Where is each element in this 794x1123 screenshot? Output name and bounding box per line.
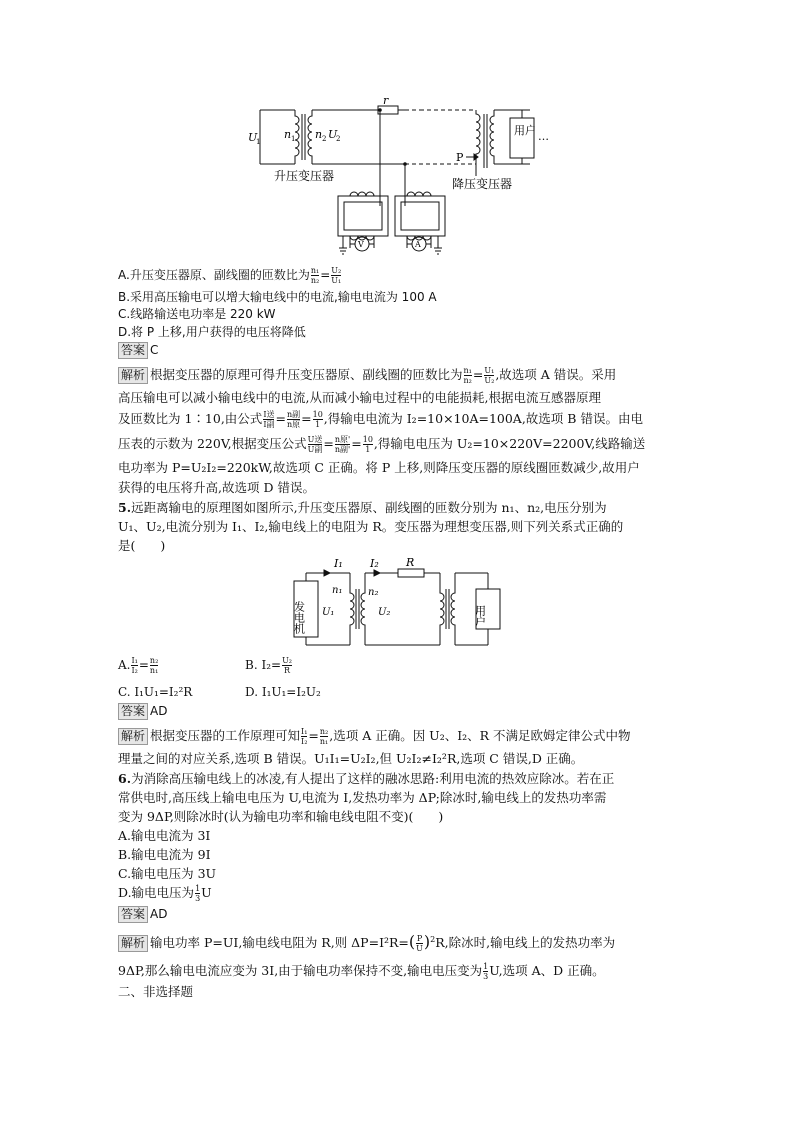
svg-text:I₂: I₂	[370, 557, 379, 570]
svg-text:U: U	[328, 128, 338, 141]
q4-analysis-line6: 获得的电压将升高,故选项 D 错误。	[118, 480, 315, 495]
q5-stem-line1: 5.远距离输电的原理图如图所示,升压变压器原、副线圈的匝数分别为 n₁、n₂,电压分别为	[118, 500, 607, 515]
q4-analysis-line1: 解析 根据变压器的原理可得升压变压器原、副线圈的匝数比为 $\frac{\text{n₁}}{\text{n₂}}$ = $\frac{\text{U₁}}{\text{U₂}}$ ,故选项 A 错误。采用	[118, 366, 616, 385]
section-heading: 二、非选择题	[118, 984, 194, 999]
svg-text:n: n	[284, 128, 292, 141]
q4-analysis-line4: 压表的示数为 220V,根据变压公式 $\frac{\text{U送}}{\text{U副}}$ = $\frac{\text{n原'}}{\text{n副'}}$ = $\frac{10}{1}$ ,得输电电压为 U₂=10×220V=2200V,线路输送	[118, 435, 646, 454]
q4-analysis-line2: 高压输电可以减小输电线中的电流,从而减小输电过程中的电能损耗,根据电流互感器原理	[118, 390, 601, 405]
secondary-coil	[308, 110, 312, 164]
p-label: P	[456, 151, 464, 164]
q6-analysis-line1: 解析 输电功率 P=UI,输电线电阻为 R,则 ΔP=I²R=( $\frac{P}{U}$ )$^2$R,除冰时,输电线上的发热功率为	[118, 932, 615, 953]
q5-option-d: D. I₁U₁=I₂U₂	[245, 685, 321, 699]
svg-text:V: V	[358, 240, 364, 249]
q5-analysis-line2: 理量之间的对应关系,选项 B 错误。U₁I₁=U₂I₂,但 U₂I₂≠I₂²R,选项 C 错误,D 正确。	[118, 751, 584, 766]
q4-option-c: C.线路输送电功率是 220 kW	[118, 307, 276, 321]
q4-analysis-line3: 及匝数比为 1∶10,由公式 $\frac{\text{I送}}{\text{I副}}$ = $\frac{\text{n副}}{\text{n原}}$ = $\frac{10}{1}$ ,得输电电流为 I₂=10×10A=100A,故选项 B 错误。由电	[118, 410, 643, 429]
stepdown-primary-coil	[476, 110, 480, 168]
stepdown-secondary-coil	[490, 110, 494, 164]
svg-text:用户: 用户	[473, 605, 487, 627]
q6-analysis-line2: 9ΔP,那么输电电流应变为 3I,由于输电功率保持不变,输电电压变为 $\frac{1}{3}$ U,选项 A、D 正确。	[118, 962, 605, 981]
q6-option-d: D.输电电压为 $\frac{1}{3}$ U	[118, 884, 212, 903]
q6-option-a: A.输电电流为 3I	[118, 828, 211, 843]
svg-text:n₂: n₂	[368, 587, 379, 598]
svg-text:…: …	[538, 130, 549, 143]
svg-text:R: R	[406, 556, 415, 569]
q4-answer: 答案 C	[118, 342, 158, 359]
q5-stem-line2: U₁、U₂,电流分别为 I₁、I₂,输电线上的电阻为 R。变压器为理想变压器,则下列关系式正确的	[118, 519, 624, 534]
svg-text:I₁: I₁	[334, 557, 343, 570]
q6-option-c: C.输电电压为 3U	[118, 866, 217, 881]
q5-analysis-line1: 解析 根据变压器的工作原理可知 $\frac{\text{I₁}}{\text{I₂}}$ = $\frac{\text{n₂}}{\text{n₁}}$ ,选项 A 正确。因 U₂、I₂、R 不满足欧姆定律公式中物	[118, 727, 631, 746]
svg-text:n: n	[315, 128, 323, 141]
svg-text:U₂: U₂	[378, 607, 391, 618]
q4-option-b: B.采用高压输电可以增大输电线中的电流,输电电流为 100 A	[118, 290, 437, 304]
step-down-label: 降压变压器	[452, 177, 513, 191]
primary-coil	[295, 110, 299, 164]
q4-option-d: D.将 P 上移,用户获得的电压将降低	[118, 325, 306, 339]
step-up-label: 升压变压器	[274, 169, 335, 183]
q5-option-b: B. I₂= $\frac{\text{U₂}}{R}$	[245, 656, 293, 675]
q6-answer: 答案 AD	[118, 906, 167, 923]
q6-stem-line1: 6.为消除高压输电线上的冰凌,有人提出了这样的融冰思路:利用电流的热效应除冰。若在正	[118, 771, 615, 786]
svg-text:发电机: 发电机	[292, 601, 306, 634]
svg-text:1: 1	[256, 138, 261, 146]
svg-text:U: U	[248, 131, 258, 144]
q4-option-a: A.升压变压器原、副线圈的匝数比为 $\frac{\text{n₁}}{\text{n₂}}$ = $\frac{\text{U₂}}{\text{U₁}}$	[118, 266, 342, 285]
q5-option-c: C. I₁U₁=I₂²R	[118, 685, 193, 699]
resistor-R	[398, 569, 424, 577]
q5-stem-line3: 是( )	[118, 538, 166, 553]
q5-option-a: A. $\frac{\text{I₁}}{\text{I₂}}$ = $\frac{\text{n₂}}{\text{n₁}}$	[118, 656, 159, 675]
q6-stem-line2: 常供电时,高压线上输电电压为 U,电流为 I,发热功率为 ΔP;除冰时,输电线上的发热功率需	[118, 790, 607, 805]
q4-analysis-line5: 电功率为 P=U₂I₂=220kW,故选项 C 正确。将 P 上移,则降压变压器的原线圈匝数减少,故用户	[118, 460, 640, 475]
svg-text:1: 1	[291, 135, 296, 143]
svg-text:2: 2	[322, 135, 327, 143]
r-label: r	[383, 96, 389, 107]
user-label: 用户	[514, 124, 536, 137]
q6-stem-line3: 变为 9ΔP,则除冰时(认为输电功率和输电线电阻不变)( )	[118, 809, 444, 824]
svg-text:A: A	[415, 240, 421, 249]
q6-option-b: B.输电电流为 9I	[118, 847, 211, 862]
svg-text:2: 2	[336, 135, 341, 143]
figure-q5-circuit	[290, 553, 510, 653]
figure-transmission-circuit	[240, 96, 560, 261]
svg-text:U₁: U₁	[322, 607, 335, 618]
q5-answer: 答案 AD	[118, 703, 167, 720]
svg-text:n₁: n₁	[332, 585, 343, 596]
